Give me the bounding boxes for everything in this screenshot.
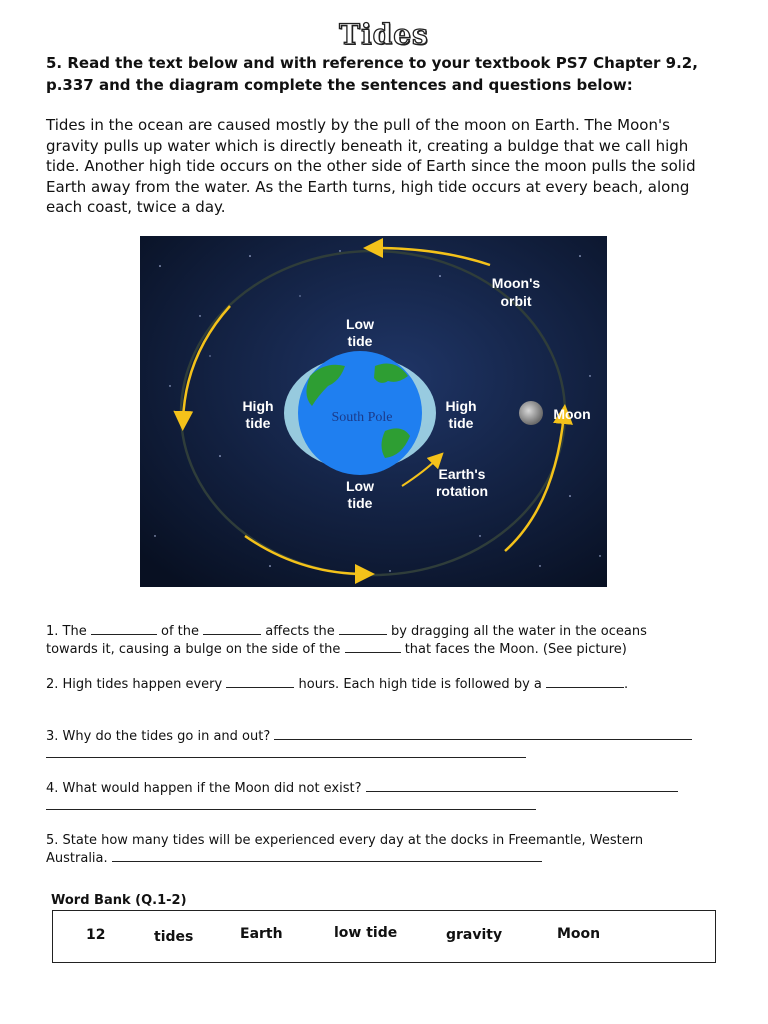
word-bank-item: gravity	[446, 927, 503, 943]
question-5: 5. State how many tides will be experienced every day at the docks in Freemantle, Western Australia.	[46, 833, 644, 866]
south-pole-label: South Pole	[331, 410, 393, 425]
answer-blank[interactable]	[345, 640, 401, 653]
answer-blank[interactable]	[203, 622, 261, 635]
high-tide-right-label-2: tide	[448, 415, 474, 431]
answer-blank[interactable]	[46, 797, 536, 810]
high-tide-left-label-2: tide	[245, 415, 271, 431]
high-tide-right-label-1: High	[445, 398, 477, 414]
word-bank-item: Earth	[240, 926, 283, 942]
low-tide-bottom-label-1: Low	[346, 478, 374, 494]
tides-diagram	[140, 236, 607, 587]
earth-rotation-label-2: rotation	[435, 483, 489, 499]
answer-blank[interactable]	[112, 849, 542, 862]
answer-blank[interactable]	[46, 745, 526, 758]
low-tide-top-label-1: Low	[346, 316, 374, 332]
low-tide-bottom-label-2: tide	[347, 495, 373, 511]
answer-blank[interactable]	[274, 727, 692, 740]
instruction-text: 5. Read the text below and with reference to your textbook PS7 Chapter 9.2, p.337 and the diagram complete the sentences and questions below:	[46, 54, 698, 94]
word-bank-item: Moon	[557, 926, 601, 942]
moon-icon	[519, 401, 543, 425]
word-bank-item: tides	[154, 929, 194, 945]
question-2: 2. High tides happen every hours. Each high tide is followed by a .	[46, 677, 629, 692]
word-bank-box	[52, 910, 716, 963]
earth-rotation-label-1: Earth's	[438, 466, 486, 482]
question-3: 3. Why do the tides go in and out?	[46, 727, 736, 763]
word-bank-title: Word Bank (Q.1-2)	[51, 893, 187, 908]
low-tide-top-label-2: tide	[347, 333, 373, 349]
answer-blank[interactable]	[366, 779, 678, 792]
answer-blank[interactable]	[546, 675, 624, 688]
question-1: 1. The of the affects the by dragging all the water in the oceans towards it, causing a bulge on the side of the that faces the Moon. (See picture)	[46, 624, 647, 657]
moon-orbit-label-2: orbit	[500, 293, 532, 309]
tides-paragraph: Tides in the ocean are caused mostly by the pull of the moon on Earth. The Moon's gravity pulls up water which is directly beneath it, creating a buldge that we call high tide. Another high tide occurs on the other side of Earth since the moon pulls the solid Earth away from the water. As the Earth turns, high tide occurs at every beach, along each coast, twice a day.	[46, 116, 696, 216]
high-tide-left-label-1: High	[242, 398, 274, 414]
question-4: 4. What would happen if the Moon did not exist?	[46, 779, 736, 815]
moon-label: Moon	[553, 406, 591, 422]
word-bank-item: low tide	[334, 925, 398, 941]
answer-blank[interactable]	[91, 622, 157, 635]
moon-orbit-label-1: Moon's	[491, 275, 541, 291]
word-bank-item: 12	[86, 927, 106, 943]
worksheet-title: Tides	[339, 18, 429, 51]
answer-blank[interactable]	[226, 675, 294, 688]
answer-blank[interactable]	[339, 622, 387, 635]
